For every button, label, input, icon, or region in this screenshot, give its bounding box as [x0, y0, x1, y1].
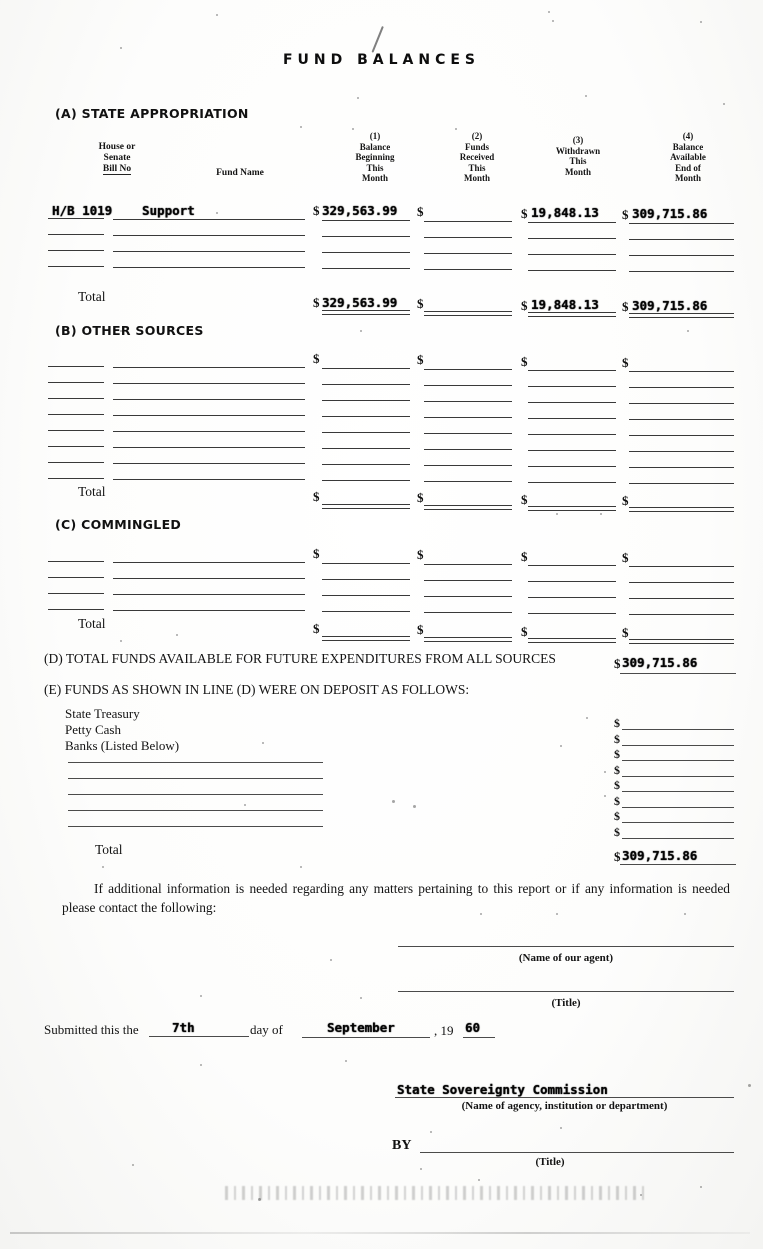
table-row[interactable]: [629, 255, 734, 256]
agent-name-caption: (Name of our agent): [518, 952, 614, 964]
table-row[interactable]: [113, 415, 305, 416]
scan-speck: [200, 995, 202, 997]
scan-speck: [102, 866, 104, 868]
table-row[interactable]: [322, 595, 410, 596]
scan-speck: [120, 47, 122, 49]
section-b-total-rule-c2: [424, 505, 512, 506]
column-header-4-number: (4): [682, 131, 694, 141]
table-row[interactable]: [629, 582, 734, 583]
table-row[interactable]: [48, 398, 104, 399]
dollar-sign-deposit-line: $: [614, 747, 620, 761]
page-bottom-edge: [10, 1232, 750, 1234]
table-row[interactable]: [424, 237, 512, 238]
table-row[interactable]: [424, 369, 512, 370]
header-bill-no-line2: Senate: [103, 153, 131, 163]
scan-speck: [687, 330, 689, 332]
by-label: BY: [392, 1138, 412, 1153]
section-a-total-label: Total: [78, 289, 106, 304]
column-header-2-line2: Received: [459, 152, 495, 162]
column-header-2-line1: Funds: [464, 141, 490, 152]
table-row[interactable]: [424, 401, 512, 402]
table-row[interactable]: [629, 566, 734, 567]
table-row[interactable]: [322, 579, 410, 580]
section-a-heading: (A) STATE APPROPRIATION: [55, 106, 249, 121]
table-row[interactable]: [528, 565, 616, 566]
column-header-1-line3: This: [366, 162, 384, 173]
by-caption: (Title): [535, 1156, 565, 1168]
scan-speck: [723, 103, 725, 105]
table-row[interactable]: [424, 269, 512, 270]
table-row[interactable]: [113, 367, 305, 368]
scan-speck: [548, 11, 550, 13]
bank-line[interactable]: [68, 810, 323, 811]
section-d-amount-rule: [620, 673, 736, 674]
table-row[interactable]: [48, 366, 104, 367]
row-a1-col3-value[interactable]: 19,848.13: [531, 205, 599, 220]
scan-speck: [560, 745, 562, 747]
table-row[interactable]: [48, 609, 104, 610]
section-a-total-rule-c4: [629, 313, 734, 314]
table-row[interactable]: [528, 238, 616, 239]
table-row[interactable]: [629, 223, 734, 224]
scan-speck: [748, 1084, 751, 1087]
table-row[interactable]: [322, 268, 410, 269]
table-row[interactable]: [528, 613, 616, 614]
agency-name-caption: (Name of agency, institution or department): [461, 1100, 668, 1112]
dollar-sign-a-total-c1: $: [313, 295, 320, 310]
table-row[interactable]: [528, 222, 616, 223]
section-b-total-rule-c4: [629, 507, 734, 508]
agent-title-caption: (Title): [551, 997, 581, 1009]
deposit-amount-line[interactable]: [622, 760, 734, 761]
table-row[interactable]: [113, 594, 305, 595]
row-a1-col1-value[interactable]: 329,563.99: [322, 203, 398, 218]
submitted-month-rule[interactable]: [302, 1037, 430, 1038]
column-header-4-line2: Available: [670, 152, 706, 162]
dollar-sign-c-total-c1: $: [313, 621, 320, 636]
row-a1-col4-value[interactable]: 309,715.86: [632, 206, 708, 221]
dollar-sign-d-amount: $: [614, 656, 621, 671]
deposit-amount-line[interactable]: [622, 791, 734, 792]
dollar-sign-deposit-line: $: [614, 809, 620, 823]
dollar-sign-a1-c4: $: [622, 207, 629, 222]
header-bill-no-line3: Bill No: [102, 164, 132, 174]
scan-speck: [176, 634, 178, 636]
table-row[interactable]: [322, 384, 410, 385]
table-row[interactable]: [322, 480, 410, 481]
table-row[interactable]: [424, 481, 512, 482]
dollar-sign-c-total-c2: $: [417, 622, 424, 637]
column-header-4: [640, 131, 736, 184]
dollar-sign-b-total-c4: $: [622, 493, 629, 508]
table-row[interactable]: [48, 266, 104, 267]
table-row[interactable]: [48, 577, 104, 578]
column-header-1-number: (1): [369, 131, 381, 141]
column-header-4-line1: Balance: [672, 141, 704, 152]
scan-speck: [700, 21, 702, 23]
column-header-3-line1: Withdrawn: [555, 145, 601, 156]
column-header-2: [432, 131, 522, 184]
row-a1-fund-name[interactable]: Support: [142, 203, 195, 218]
column-header-4-line4: Month: [674, 173, 701, 183]
scan-speck: [120, 640, 122, 642]
table-row[interactable]: [424, 221, 512, 222]
scan-speck: [420, 1168, 422, 1170]
dollar-sign-c-total-c4: $: [622, 625, 629, 640]
scan-speck: [357, 97, 359, 99]
dollar-sign-b1-c1: $: [313, 351, 320, 366]
column-header-1-line1: Balance: [359, 141, 391, 152]
scan-speck: [120, 330, 122, 332]
table-row[interactable]: [424, 465, 512, 466]
section-e-item-petty-cash: Petty Cash: [65, 722, 121, 737]
table-row[interactable]: [629, 435, 734, 436]
table-row[interactable]: [424, 580, 512, 581]
table-row[interactable]: [113, 251, 305, 252]
dollar-sign-b1-c3: $: [521, 354, 528, 369]
table-row[interactable]: [629, 403, 734, 404]
table-row[interactable]: [528, 450, 616, 451]
table-row[interactable]: [322, 400, 410, 401]
table-row[interactable]: [322, 236, 410, 237]
table-row[interactable]: [48, 218, 104, 219]
scan-speck: [413, 805, 416, 808]
table-row[interactable]: [424, 449, 512, 450]
deposit-amount-line[interactable]: [622, 807, 734, 808]
section-e-total-label: Total: [95, 842, 123, 857]
scan-speck: [604, 795, 606, 797]
table-row[interactable]: [629, 387, 734, 388]
agency-name-rule[interactable]: [395, 1097, 734, 1098]
deposit-amount-line[interactable]: [622, 776, 734, 777]
table-row[interactable]: [322, 252, 410, 253]
pencil-stroke-mark: [380, 26, 398, 52]
section-a-total-col1[interactable]: 329,563.99: [322, 295, 398, 310]
header-bill-no: [62, 142, 172, 175]
dollar-sign-deposit-line: $: [614, 762, 620, 777]
table-row[interactable]: [113, 399, 305, 400]
table-row[interactable]: [113, 267, 305, 268]
table-row[interactable]: [113, 235, 305, 236]
submitted-day-value[interactable]: 7th: [172, 1020, 195, 1035]
table-row[interactable]: [322, 432, 410, 433]
deposit-amount-line[interactable]: [622, 729, 734, 730]
table-row[interactable]: [322, 611, 410, 612]
scan-speck: [300, 866, 302, 868]
table-row[interactable]: [48, 430, 104, 431]
section-e-total-rule: [620, 864, 736, 865]
submitted-year-prefix: , 19: [434, 1023, 454, 1038]
table-row[interactable]: [424, 564, 512, 565]
table-row[interactable]: [424, 433, 512, 434]
header-bill-no-line1: House or: [98, 142, 136, 152]
dollar-sign-a1-c3: $: [521, 206, 528, 221]
table-row[interactable]: [424, 612, 512, 613]
table-row[interactable]: [113, 479, 305, 480]
table-row[interactable]: [424, 385, 512, 386]
table-row[interactable]: [322, 416, 410, 417]
section-c-total-label: Total: [78, 616, 106, 631]
section-b-total-label: Total: [78, 484, 106, 499]
deposit-amount-line[interactable]: [622, 838, 734, 839]
scan-speck: [216, 212, 218, 214]
scan-speck: [200, 1064, 202, 1066]
table-row[interactable]: [322, 563, 410, 564]
bank-line[interactable]: [68, 794, 323, 795]
section-a-total-rule-c2: [424, 311, 512, 312]
column-header-3-line3: Month: [564, 166, 591, 177]
column-header-1-line2: Beginning: [355, 152, 395, 162]
column-header-4-line3: End of: [675, 162, 701, 173]
table-row[interactable]: [322, 448, 410, 449]
table-row[interactable]: [48, 234, 104, 235]
table-row[interactable]: [528, 581, 616, 582]
scan-speck: [244, 804, 246, 806]
scan-speck: [585, 95, 587, 97]
dollar-sign-c-total-c3: $: [521, 624, 528, 639]
by-rule[interactable]: [420, 1152, 734, 1153]
column-header-3-number: (3): [572, 135, 584, 145]
table-row[interactable]: [528, 466, 616, 467]
table-row[interactable]: [528, 386, 616, 387]
agency-name-value[interactable]: State Sovereignty Commission: [397, 1082, 608, 1097]
table-row[interactable]: [48, 478, 104, 479]
scan-speck: [560, 1127, 562, 1129]
dollar-sign-deposit-line: $: [614, 716, 620, 730]
section-c-total-rule-c3: [528, 638, 616, 639]
section-e-item-banks: Banks (Listed Below): [65, 738, 180, 753]
column-header-1: [330, 131, 420, 184]
section-e-item-state-treasury: State Treasury: [65, 706, 140, 721]
section-a-total-col4[interactable]: 309,715.86: [632, 298, 708, 313]
table-row[interactable]: [629, 451, 734, 452]
bank-line[interactable]: [68, 826, 323, 827]
table-row[interactable]: [424, 417, 512, 418]
dollar-sign-a1-c2: $: [417, 204, 424, 219]
section-c-heading: (C) COMMINGLED: [55, 517, 182, 532]
table-row[interactable]: [629, 614, 734, 615]
dollar-sign-deposit-line: $: [614, 793, 620, 808]
contact-note: If additional information is needed regarding any matters pertaining to this report or if any information is needed please contact the following:: [62, 881, 730, 915]
dollar-sign-a-total-c4: $: [622, 299, 629, 314]
table-row[interactable]: [629, 467, 734, 468]
scan-speck: [556, 913, 558, 915]
dollar-sign-c1-c3: $: [521, 549, 528, 564]
table-row[interactable]: [528, 482, 616, 483]
dollar-sign-b1-c2: $: [417, 352, 424, 367]
table-row[interactable]: [48, 462, 104, 463]
bank-line[interactable]: [68, 762, 323, 763]
table-row[interactable]: [113, 383, 305, 384]
table-row[interactable]: [424, 253, 512, 254]
table-row[interactable]: [113, 463, 305, 464]
table-row[interactable]: [528, 402, 616, 403]
scan-ghost-text: [225, 1186, 645, 1200]
table-row[interactable]: [629, 483, 734, 484]
table-row[interactable]: [113, 562, 305, 563]
section-a-total-rule-c3: [528, 312, 616, 313]
table-row[interactable]: [629, 239, 734, 240]
section-b-total-rule-c3: [528, 506, 616, 507]
table-row[interactable]: [322, 220, 410, 221]
scan-speck: [110, 908, 112, 910]
dollar-sign-c1-c1: $: [313, 546, 320, 561]
section-a-total-col3[interactable]: 19,848.13: [531, 297, 599, 312]
scan-speck: [300, 126, 302, 128]
scan-speck: [360, 330, 362, 332]
scan-speck: [455, 128, 457, 130]
table-row[interactable]: [528, 254, 616, 255]
scan-speck: [330, 959, 332, 961]
table-row[interactable]: [629, 419, 734, 420]
dollar-sign-deposit-line: $: [614, 824, 620, 839]
table-row[interactable]: [629, 371, 734, 372]
agent-name-rule[interactable]: [398, 946, 734, 947]
submitted-year-value[interactable]: 60: [465, 1020, 481, 1035]
dollar-sign-b-total-c2: $: [417, 490, 424, 505]
table-row[interactable]: [528, 434, 616, 435]
section-c-total-rule-c2: [424, 637, 512, 638]
agent-title-rule[interactable]: [398, 991, 734, 992]
submitted-year-rule[interactable]: [463, 1037, 495, 1038]
dollar-sign-deposit-line: $: [614, 778, 620, 792]
dollar-sign-b-total-c3: $: [521, 492, 528, 507]
scan-speck: [604, 771, 606, 773]
row-a1-bill-no[interactable]: H/B 1019: [52, 203, 113, 218]
scan-speck: [262, 742, 264, 744]
scan-speck: [480, 913, 482, 915]
scan-speck: [600, 513, 602, 515]
deposit-amount-line[interactable]: [622, 822, 734, 823]
dollar-sign-deposit-line: $: [614, 731, 620, 746]
section-d-amount[interactable]: 309,715.86: [622, 655, 698, 670]
dollar-sign-c1-c2: $: [417, 547, 424, 562]
section-e-total-amount[interactable]: 309,715.86: [622, 848, 698, 863]
section-c-total-rule-c1: [322, 636, 410, 637]
table-row[interactable]: [528, 270, 616, 271]
table-row[interactable]: [528, 370, 616, 371]
dollar-sign-b-total-c1: $: [313, 489, 320, 504]
scan-speck: [345, 1060, 347, 1062]
column-header-2-number: (2): [471, 131, 483, 141]
table-row[interactable]: [424, 596, 512, 597]
section-c-total-rule-c4: [629, 639, 734, 640]
scan-speck: [700, 1186, 702, 1188]
dollar-sign-b1-c4: $: [622, 355, 629, 370]
section-a-total-rule-c1: [322, 310, 410, 311]
scan-speck: [392, 800, 395, 803]
table-row[interactable]: [113, 578, 305, 579]
dollar-sign-a-total-c2: $: [417, 296, 424, 311]
bank-line[interactable]: [68, 778, 323, 779]
scan-speck: [478, 1179, 480, 1181]
dollar-sign-a-total-c3: $: [521, 298, 528, 313]
column-header-3-line2: This: [569, 156, 587, 166]
scan-speck: [552, 20, 554, 22]
dollar-sign-a1-c1: $: [313, 203, 320, 218]
deposit-amount-line[interactable]: [622, 745, 734, 746]
section-b-total-rule-c1: [322, 504, 410, 505]
table-row[interactable]: [113, 219, 305, 220]
table-row[interactable]: [48, 593, 104, 594]
submitted-day-rule[interactable]: [149, 1036, 249, 1037]
scan-speck: [132, 1164, 134, 1166]
submitted-day-of-label: day of: [250, 1022, 283, 1037]
table-row[interactable]: [48, 561, 104, 562]
scan-speck: [216, 14, 218, 16]
table-row[interactable]: [113, 447, 305, 448]
dollar-sign-c1-c4: $: [622, 550, 629, 565]
scan-speck: [586, 717, 588, 719]
scan-speck: [360, 997, 362, 999]
section-b-heading: (B) OTHER SOURCES: [55, 323, 204, 338]
column-header-2-line3: This: [468, 162, 486, 173]
column-header-1-line4: Month: [361, 173, 388, 183]
scan-speck: [430, 1131, 432, 1133]
table-row[interactable]: [113, 431, 305, 432]
header-fund-name: Fund Name: [216, 168, 264, 178]
table-row[interactable]: [629, 598, 734, 599]
submitted-prefix: Submitted this the: [44, 1022, 139, 1037]
section-e-heading: (E) FUNDS AS SHOWN IN LINE (D) WERE ON DEPOSIT AS FOLLOWS:: [44, 682, 470, 697]
dollar-sign-e-total: $: [614, 849, 621, 864]
table-row[interactable]: [113, 610, 305, 611]
column-header-3: [530, 135, 626, 177]
scan-speck: [556, 513, 558, 515]
table-row[interactable]: [48, 414, 104, 415]
page-title: FUND BALANCES: [282, 52, 481, 68]
scan-speck: [352, 128, 354, 130]
table-row[interactable]: [528, 597, 616, 598]
submitted-month-value[interactable]: September: [327, 1020, 395, 1035]
table-row[interactable]: [48, 250, 104, 251]
table-row[interactable]: [322, 368, 410, 369]
scan-speck: [684, 913, 686, 915]
table-row[interactable]: [48, 446, 104, 447]
section-d-heading: (D) TOTAL FUNDS AVAILABLE FOR FUTURE EXPENDITURES FROM ALL SOURCES: [44, 651, 556, 666]
column-header-2-line4: Month: [463, 173, 490, 183]
table-row[interactable]: [629, 271, 734, 272]
table-row[interactable]: [48, 382, 104, 383]
table-row[interactable]: [528, 418, 616, 419]
table-row[interactable]: [322, 464, 410, 465]
